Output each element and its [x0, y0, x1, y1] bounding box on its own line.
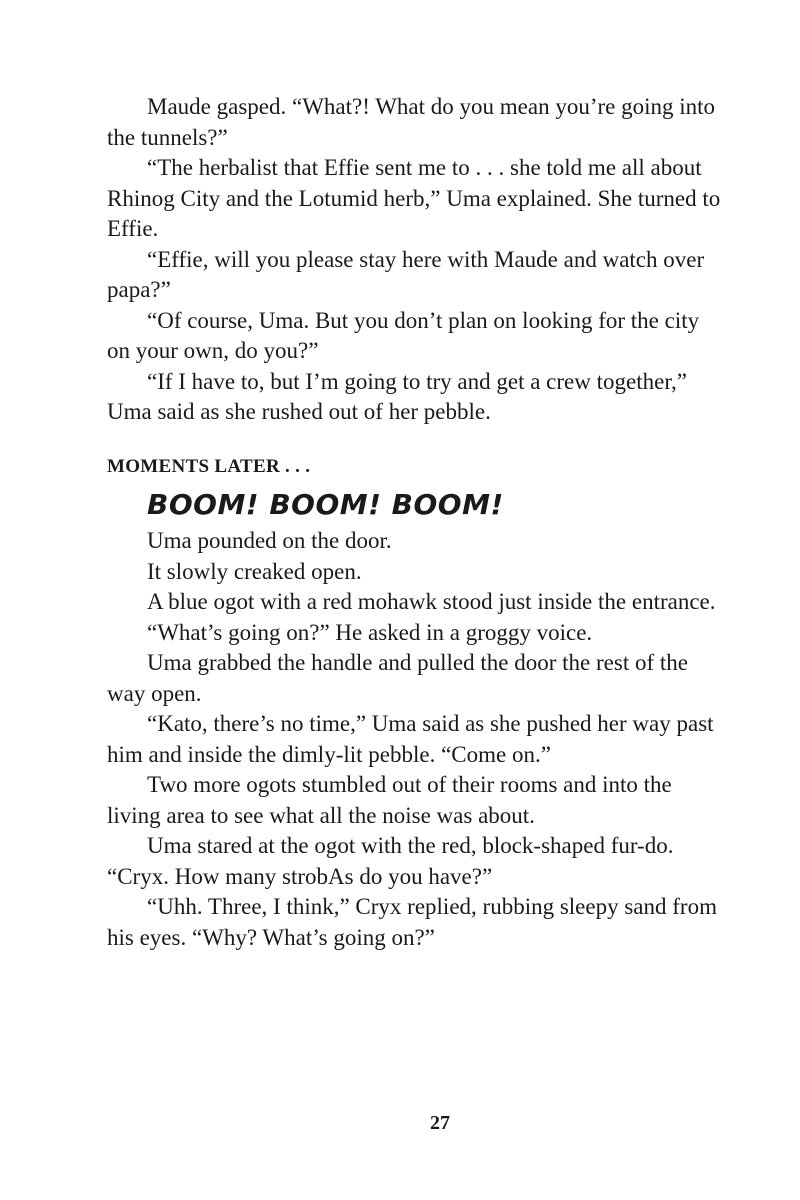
paragraph: “Effie, will you please stay here with Maude and watch over papa?”: [107, 246, 705, 302]
sound-effect-text: BOOM! BOOM! BOOM!: [147, 488, 504, 521]
paragraph: “If I have to, but I’m going to try and get a crew together,” Uma said as she rushed out of her pebble.: [107, 368, 688, 424]
paragraph: “What’s going on?” He asked in a groggy voice.: [147, 619, 593, 645]
paragraph: Two more ogots stumbled out of their rooms and into the living area to see what all the noise was about.: [107, 772, 672, 828]
paragraph: “Uhh. Three, I think,” Cryx replied, rubbing sleepy sand from his eyes. “Why? What’s going on?”: [107, 894, 717, 950]
paragraph: Uma pounded on the door.: [147, 528, 392, 553]
page-number: 27: [430, 1112, 450, 1134]
paragraph: Uma stared at the ogot with the red, block-shaped fur-do. “Cryx. How many strobAs do you have?”: [107, 833, 674, 889]
paragraph: It slowly creaked open.: [147, 558, 362, 584]
paragraph: Uma grabbed the handle and pulled the door the rest of the way open.: [107, 650, 688, 706]
paragraph: “The herbalist that Effie sent me to . . . she told me all about Rhinog City and the Lotumid herb,” Uma explained. She turned to Effie.: [107, 155, 721, 241]
paragraph: “Kato, there’s no time,” Uma said as she pushed her way past him and inside the dimly-lit pebble. “Come on.”: [107, 711, 714, 767]
paragraph: “Of course, Uma. But you don’t plan on looking for the city on your own, do you?”: [107, 307, 700, 363]
text-block-before: [107, 92, 727, 428]
paragraph: A blue ogot with a red mohawk stood just inside the entrance.: [147, 589, 716, 614]
text-block-after: [107, 526, 727, 953]
paragraph: Maude gasped. “What?! What do you mean you’re going into the tunnels?”: [107, 94, 716, 150]
scene-break-heading: MOMENTS LATER . . .: [107, 456, 311, 477]
